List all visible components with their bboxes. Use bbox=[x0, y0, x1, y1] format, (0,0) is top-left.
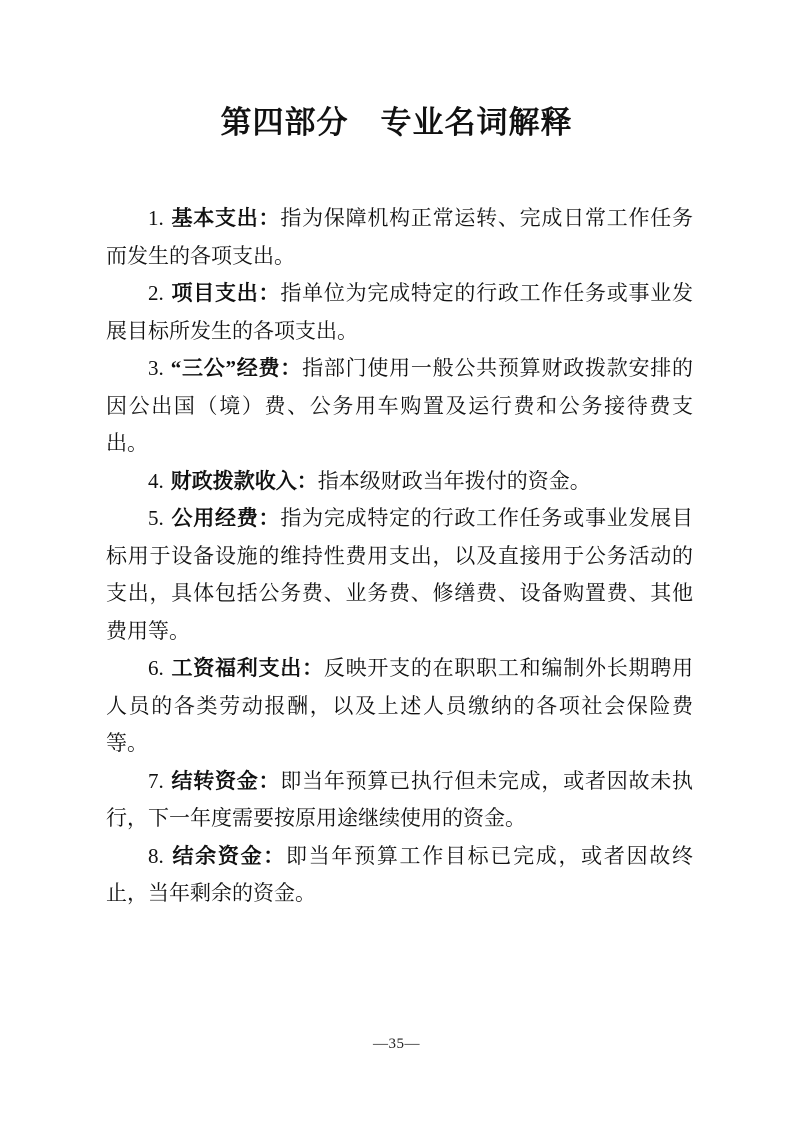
item-number: 2. bbox=[148, 281, 164, 305]
definition-item-6 bbox=[106, 650, 693, 763]
definition-item-3 bbox=[106, 350, 693, 463]
definition-list bbox=[106, 200, 693, 913]
item-term: 基本支出： bbox=[170, 206, 281, 230]
item-definition: 即当年预算工作目标已完成，或者因故终止，当年剩余的资金。 bbox=[106, 843, 694, 905]
definition-item-5 bbox=[106, 500, 693, 650]
item-term: “三公”经费： bbox=[170, 356, 303, 380]
item-term: 结转资金： bbox=[170, 768, 281, 793]
item-term: 项目支出： bbox=[170, 281, 281, 305]
item-term: 结余资金： bbox=[170, 843, 286, 868]
item-number: 5. bbox=[148, 506, 164, 530]
page-number: —35— bbox=[373, 1036, 420, 1052]
page-title: 第四部分 专业名词解释 bbox=[220, 105, 573, 140]
item-definition: 指本级财政当年拨付的资金。 bbox=[317, 468, 591, 493]
item-definition: 指部门使用一般公共预算财政拨款安排的因公出国（境）费、公务用车购置及运行费和公务接待费支出。 bbox=[106, 356, 694, 455]
item-number: 4. bbox=[148, 468, 164, 493]
item-definition: 指为完成特定的行政工作任务或事业发展目标用于设备设施的维持性费用支出，以及直接用于公务活动的支出，具体包括公务费、业务费、修缮费、设备购置费、其他费用等。 bbox=[106, 506, 693, 643]
definition-item-1 bbox=[106, 200, 693, 275]
item-number: 6. bbox=[148, 656, 164, 680]
definition-item-7 bbox=[106, 763, 693, 838]
item-number: 3. bbox=[148, 356, 164, 380]
item-term: 工资福利支出： bbox=[170, 656, 324, 680]
item-definition: 指为保障机构正常运转、完成日常工作任务而发生的各项支出。 bbox=[106, 206, 693, 268]
item-number: 1. bbox=[148, 206, 164, 230]
item-term: 公用经费： bbox=[170, 506, 281, 530]
definition-item-2 bbox=[106, 275, 693, 350]
item-number: 7. bbox=[148, 768, 164, 793]
definition-item-4 bbox=[106, 463, 693, 501]
item-definition: 反映开支的在职职工和编制外长期聘用人员的各类劳动报酬，以及上述人员缴纳的各项社会保险费等。 bbox=[106, 656, 694, 755]
definition-item-8 bbox=[106, 838, 693, 913]
item-number: 8. bbox=[148, 843, 164, 868]
item-definition: 指单位为完成特定的行政工作任务或事业发展目标所发生的各项支出。 bbox=[106, 281, 693, 343]
item-definition: 即当年预算已执行但未完成，或者因故未执行，下一年度需要按原用途继续使用的资金。 bbox=[106, 768, 693, 830]
item-term: 财政拨款收入： bbox=[170, 468, 318, 493]
